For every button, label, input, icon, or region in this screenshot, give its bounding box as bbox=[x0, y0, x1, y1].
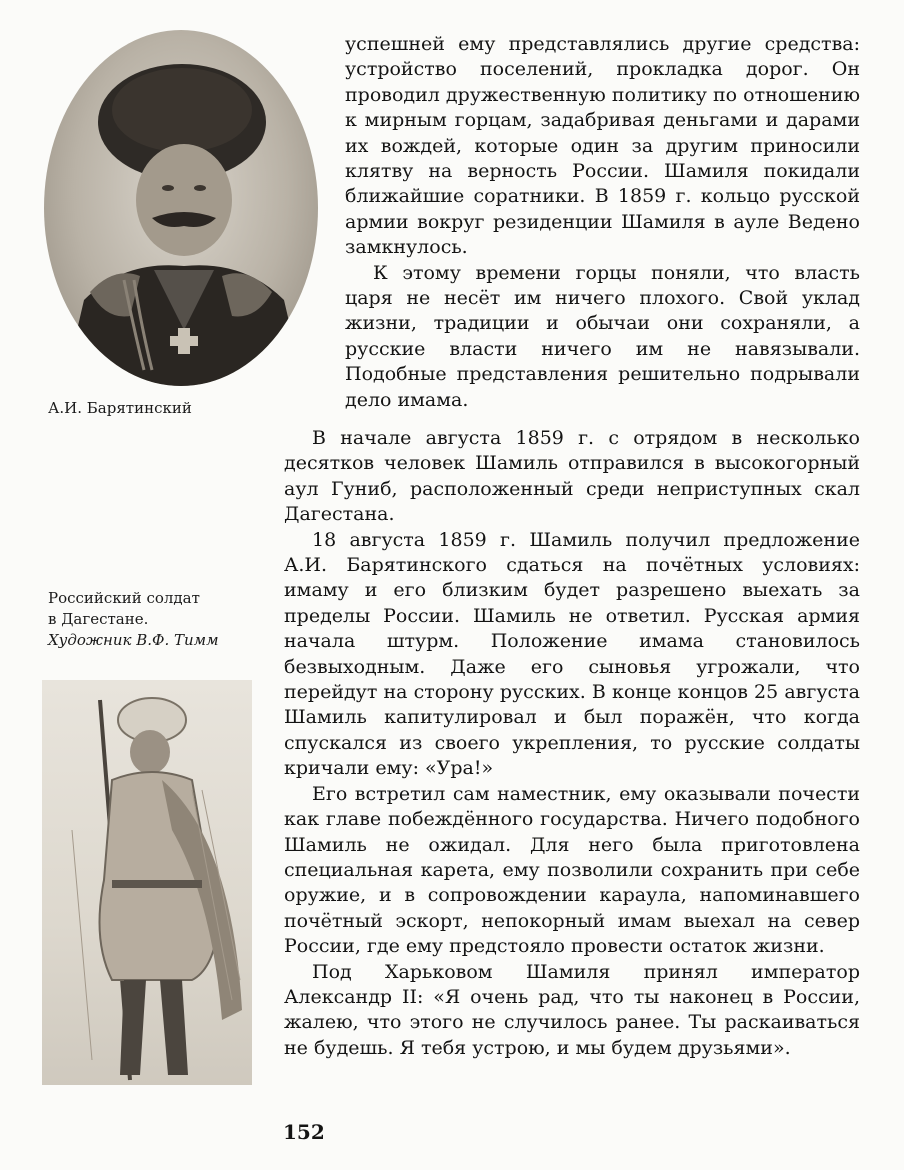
paragraph: 18 августа 1859 г. Шамиль получил предложение А.И. Барятинского сдаться на почётных условиях: имаму и его близким будет разрешено выехать за пределы России. Шамиль не ответил. Русская армия начала штурм. Положение имама становилось безвыходным. Даже его сыновья угрожали, что перейдут на сторону русских. В конце концов 25 августа Шамиль капитулировал и был поражён, что когда спускался из своего укрепления, то русские солдаты кричали ему: «Ура!» bbox=[284, 528, 860, 780]
soldier-drawing bbox=[42, 680, 252, 1085]
soldier-caption bbox=[48, 588, 219, 651]
paragraph: К этому времени горцы поняли, что власть царя не несёт им ничего плохого. Свой уклад жизни, традиции и обычаи они сохраняли, а русские власти ничего им не навязывали. Подобные представления решительно подрывали дело имама. bbox=[345, 261, 860, 411]
soldier-caption-line: в Дагестане. bbox=[48, 610, 149, 628]
portrait-caption: А.И. Барятинский bbox=[48, 399, 192, 417]
paragraph: Его встретил сам наместник, ему оказывали почести как главе побеждённого государства. Ничего подобного Шамиль не ожидал. Для него была приготовлена специальная карета, ему позволили сохранить при себе оружие, и в сопровождении караула, напоминавшего почётный эскорт, непокорный имам выехал на север России, где ему предстояло провести остаток жизни. bbox=[284, 782, 860, 958]
paragraph: успешней ему представлялись другие средства: устройство поселений, прокладка дорог. Он проводил дружественную политику по отношению к мирным горцам, задабривая деньгами и дарами их вождей, которые один за другим приносили клятву на верность России. Шамиля покидали ближайшие соратники. В 1859 г. кольцо русской армии вокруг резиденции Шамиля в ауле Ведено замкнулось. bbox=[345, 33, 860, 259]
page-number: 152 bbox=[283, 1120, 325, 1144]
text-block-top bbox=[345, 32, 860, 413]
soldier-caption-artist: Художник В.Ф. Тимм bbox=[48, 631, 219, 649]
text-block-bottom bbox=[284, 426, 860, 1061]
paragraph: В начале августа 1859 г. с отрядом в несколько десятков человек Шамиль отправился в высокогорный аул Гуниб, расположенный среди неприступных скал Дагестана. bbox=[284, 427, 860, 526]
soldier-caption-line: Российский солдат bbox=[48, 589, 200, 607]
portrait-photo-baryatinsky bbox=[44, 30, 318, 386]
paragraph: Под Харьковом Шамиля принял император Александр II: «Я очень рад, что ты наконец в России, жалею, что этого не случилось ранее. Ты раскаиваться не будешь. Я тебя устрою, и мы будем друзьями». bbox=[284, 960, 860, 1059]
